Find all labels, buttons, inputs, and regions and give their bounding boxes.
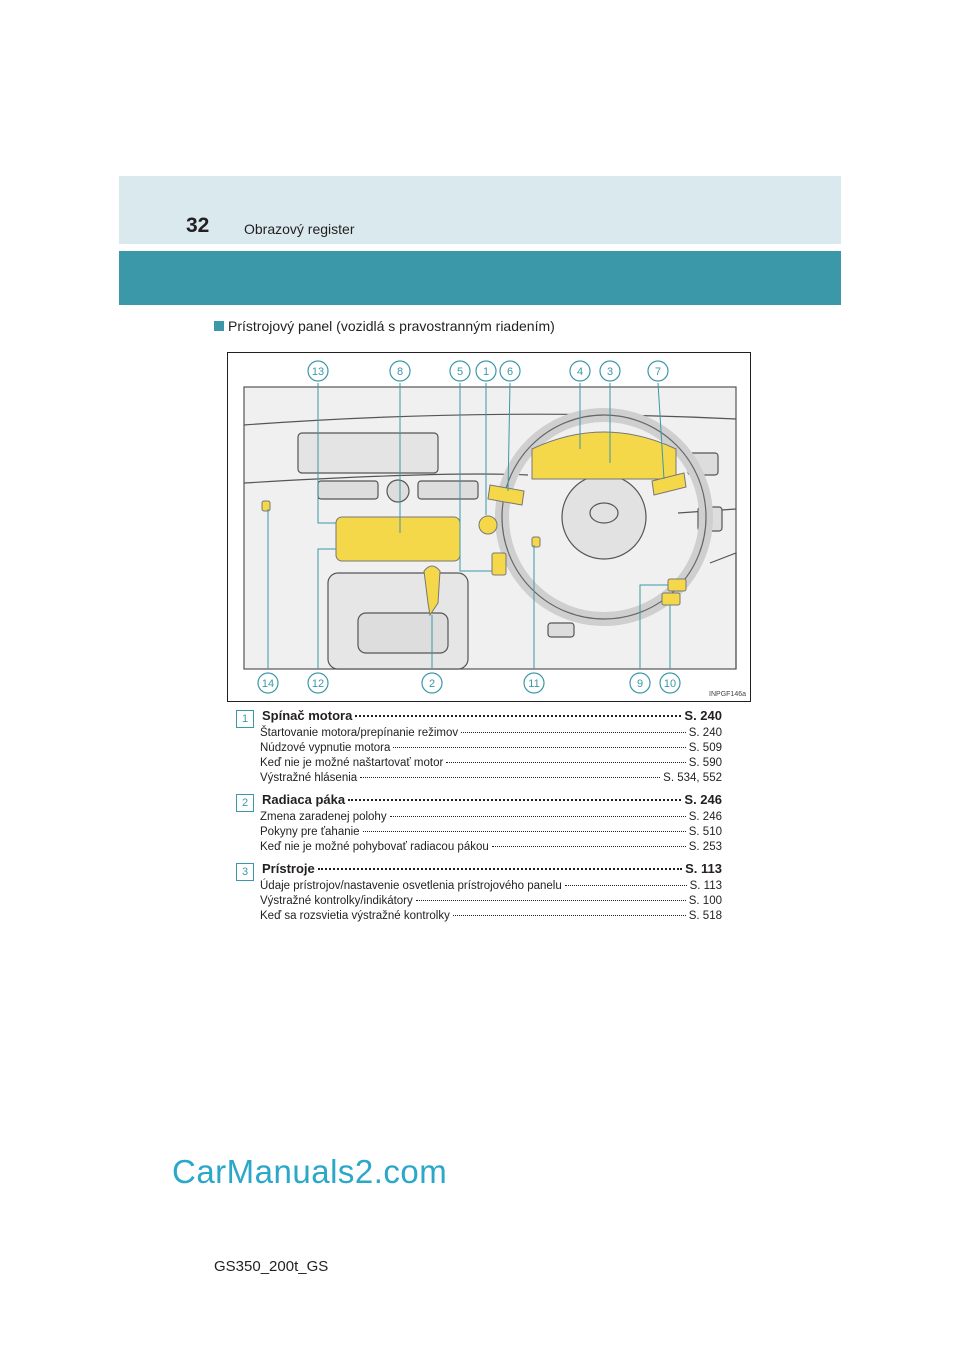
footer-model-code: GS350_200t_GS: [214, 1258, 329, 1275]
dot-leader: [492, 846, 686, 847]
dot-leader: [355, 715, 681, 717]
dot-leader: [416, 900, 686, 901]
sub-entry-text: Zmena zaradenej polohy: [260, 811, 387, 823]
steering-hub: [562, 475, 646, 559]
dot-leader: [390, 816, 686, 817]
sub-entry-text: Núdzové vypnutie motora: [260, 742, 391, 754]
dashboard-drawing: [228, 353, 750, 701]
lower-switch-9-highlight: [668, 579, 686, 591]
sub-entry-page-ref: S. 100: [688, 895, 722, 907]
switch-panel-highlight: [492, 553, 506, 575]
callout-label-1: 1: [482, 366, 490, 378]
entry-3-head[interactable]: [236, 861, 722, 879]
sub-entry-text: Výstražné kontrolky/indikátory: [260, 895, 413, 907]
sub-entry-text: Keď nie je možné naštartovať motor: [260, 757, 444, 769]
dot-leader: [363, 831, 686, 832]
dashboard-illustration: [227, 352, 751, 702]
callout-label-9: 9: [636, 678, 644, 690]
center-screen: [298, 433, 438, 473]
left-switch-highlight: [262, 501, 270, 511]
sub-entry[interactable]: [260, 756, 722, 771]
sub-entry-page-ref: S. 240: [688, 727, 722, 739]
header-band-accent: [119, 251, 841, 305]
sub-entry-text: Výstražné hlásenia: [260, 772, 358, 784]
sub-entry[interactable]: [260, 909, 722, 924]
header-band-light: [119, 176, 841, 244]
sub-entry-text: Štartovanie motora/prepínanie režimov: [260, 727, 459, 739]
sub-entry-page-ref: S. 590: [688, 757, 722, 769]
callout-label-5: 5: [456, 366, 464, 378]
dot-leader: [360, 777, 660, 778]
dot-leader: [453, 915, 686, 916]
callout-label-8: 8: [396, 366, 404, 378]
sub-entry-page-ref: S. 253: [688, 841, 722, 853]
page-number: 32: [186, 214, 210, 237]
callout-label-13: 13: [311, 366, 325, 378]
entry-2-head[interactable]: [236, 792, 722, 810]
entry-page-ref: S. 246: [684, 792, 722, 807]
callout-label-14: 14: [261, 678, 275, 690]
dot-leader: [446, 762, 685, 763]
steering-switch-highlight: [532, 537, 540, 547]
sub-entry[interactable]: [260, 771, 722, 786]
entry-1: [236, 708, 722, 786]
callout-label-2: 2: [428, 678, 436, 690]
sub-entry-text: Keď nie je možné pohybovať radiacou pákou: [260, 841, 489, 853]
sub-entry-page-ref: S. 113: [689, 880, 722, 892]
dot-leader: [565, 885, 687, 886]
entry-page-ref: S. 113: [685, 861, 722, 876]
entry-page-ref: S. 240: [684, 708, 722, 723]
figure-code: INPGF146a: [709, 691, 746, 698]
section-title-text: Prístrojový panel (vozidlá s pravostranným riadením): [228, 318, 555, 334]
page-header-title: Obrazový register: [244, 221, 355, 237]
entry-title: Prístroje: [262, 861, 315, 876]
callout-label-3: 3: [606, 366, 614, 378]
center-clock: [387, 480, 409, 502]
entry-number-badge: 3: [236, 863, 254, 881]
callout-label-4: 4: [576, 366, 584, 378]
entry-1-head[interactable]: [236, 708, 722, 726]
watermark-logo[interactable]: CarManuals2.com: [172, 1153, 448, 1190]
sub-entry[interactable]: [260, 840, 722, 855]
callout-label-11: 11: [528, 678, 540, 690]
callout-label-12: 12: [311, 678, 325, 690]
entry-list: [236, 708, 722, 930]
engine-switch-highlight: [479, 516, 497, 534]
callout-label-10: 10: [663, 678, 677, 690]
sub-entry[interactable]: [260, 741, 722, 756]
sub-entry[interactable]: [260, 825, 722, 840]
section-square-icon: [214, 321, 224, 331]
entry-title: Radiaca páka: [262, 792, 346, 807]
dot-leader: [318, 868, 682, 870]
sub-entry-text: Keď sa rozsvietia výstražné kontrolky: [260, 910, 450, 922]
sub-entry-page-ref: S. 246: [688, 811, 722, 823]
lower-switch-10-highlight: [662, 593, 680, 605]
entry-2: [236, 792, 722, 855]
sub-entry[interactable]: [260, 726, 722, 741]
vent-left: [318, 481, 378, 499]
entry-number-badge: 1: [236, 710, 254, 728]
sub-entry-page-ref: S. 510: [688, 826, 722, 838]
sub-entry[interactable]: [260, 879, 722, 894]
sub-entry-page-ref: S. 534, 552: [663, 772, 722, 784]
callout-label-7: 7: [654, 366, 662, 378]
pedal: [548, 623, 574, 637]
sub-entry[interactable]: [260, 894, 722, 909]
sub-entry-page-ref: S. 518: [688, 910, 722, 922]
sub-entry-page-ref: S. 509: [688, 742, 722, 754]
sub-entry[interactable]: [260, 810, 722, 825]
dot-leader: [348, 799, 681, 801]
vent-right: [418, 481, 478, 499]
audio-unit-highlight: [336, 517, 460, 561]
sub-entry-text: Údaje prístrojov/nastavenie osvetlenia prístrojového panelu: [260, 880, 562, 892]
callout-label-6: 6: [506, 366, 514, 378]
entry-3: [236, 861, 722, 924]
dot-leader: [393, 747, 685, 748]
dot-leader: [461, 732, 686, 733]
cupholder: [358, 613, 448, 653]
sub-entry-text: Pokyny pre ťahanie: [260, 826, 360, 838]
section-title: [214, 318, 555, 334]
entry-title: Spínač motora: [262, 708, 353, 723]
entry-number-badge: 2: [236, 794, 254, 812]
